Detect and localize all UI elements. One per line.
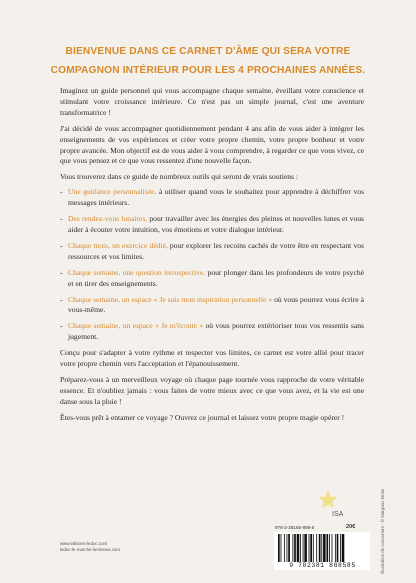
list-item: [60, 241, 364, 263]
barcode-bar: [300, 534, 301, 562]
tool-highlight: Chaque semaine, un espace « Je m'écoute »: [68, 321, 204, 331]
tool-highlight: Chaque semaine, une question introspective,: [68, 267, 206, 277]
barcode-bar: [326, 534, 328, 562]
list-item: [60, 268, 364, 290]
bullet: -: [60, 267, 63, 277]
barcode-bar: [329, 534, 330, 562]
barcode-bar: [309, 534, 310, 562]
intro-paragraph: Imaginez un guide personnel qui vous accompagne chaque semaine, éveillant votre conscience et stimulant votre croissance intérieure. Ce n'est pas un simple journal, c'est une aventure transformatrice !: [60, 86, 364, 117]
barcode-bar: [294, 534, 296, 562]
tool-highlight: Chaque mois, un exercice dédié,: [68, 240, 168, 250]
barcode-bar: [337, 534, 339, 562]
headline: BIENVENUE DANS CE CARNET D'ÂME QUI SERA VOTRE COMPAGNON INTÉRIEUR POUR LES 4 PROCHAINES ANNÉES.: [50, 46, 366, 76]
barcode-bar: [288, 534, 290, 562]
bullet: -: [60, 240, 63, 250]
adapt-paragraph: Conçu pour s'adapter à votre rythme et respecter vos limites, ce carnet est votre allié pour tracer votre propre chemin vers l'acceptation et l'épanouissement.: [60, 348, 364, 369]
tools-intro: Vous trouverez dans ce guide de nombreux outils qui seront de vrais soutiens :: [60, 172, 298, 182]
body-text: [60, 86, 364, 429]
price: 20€: [346, 524, 356, 530]
decision-paragraph: J'ai décidé de vous accompagner quotidiennement pendant 4 ans afin de vous aider à intégrer les enseignements de vos expériences et créer votre propre chemin, votre propre bonheur et votre propre avancée. Mon objectif est de vous aider à vous comprendre, à regarder ce que vous vivez, ce que vous pensez et ce que vous ressentez d'une nouvelle façon.: [60, 123, 364, 166]
list-item: [60, 321, 364, 343]
barcode-bar: [281, 534, 282, 562]
publisher-url: leduc-le-marche-lumineux.com: [60, 547, 121, 552]
barcode-bar: [313, 534, 314, 562]
publisher-logo-text: ISA: [332, 511, 344, 518]
barcode-bar: [292, 534, 293, 562]
bullet: -: [60, 294, 63, 304]
barcode-bar: [304, 534, 307, 562]
bullet: -: [60, 187, 63, 197]
barcode-icon: [274, 532, 370, 562]
barcode-bar: [332, 534, 333, 562]
isbn: 978-2-38165-898-5: [275, 525, 315, 530]
publisher-urls: [60, 541, 120, 553]
barcode-bar: [287, 534, 288, 562]
barcode-bar: [319, 534, 321, 562]
barcode-bar: [335, 534, 336, 562]
tool-highlight: Chaque semaine, un espace « Je suis mon inspiration personnelle »: [68, 294, 273, 304]
barcode-bar: [303, 534, 304, 562]
barcode-bar: [310, 534, 312, 562]
tool-text: à utiliser quand vous le souhaitez pour apprendre à déchiffrer vos messages intérieurs.: [68, 187, 364, 208]
list-item: [60, 295, 364, 317]
tool-highlight: Des rendez-vous lunaires,: [68, 214, 148, 224]
tool-text: pour travailler avec les énergies des pleines et nouvelles lunes et vous aider à écouter votre intuition, vos émotions et votre dialogue intérieur.: [68, 214, 365, 234]
tool-text: pour explorer les recoins cachés de votre être en respectant vos ressources et vos limites.: [68, 240, 364, 261]
barcode-bar: [284, 534, 285, 562]
barcode-digits: 9 782381 888585: [289, 562, 356, 569]
tools-list: [60, 187, 364, 343]
barcode-bar: [321, 534, 322, 562]
barcode-bar: [323, 534, 326, 562]
barcode-bar: [297, 534, 300, 562]
publisher-url: www.editions-leduc.com: [60, 541, 108, 546]
barcode-bar: [340, 534, 341, 562]
voyage-paragraph: Préparez-vous à un merveilleux voyage où chaque page tournée vous rapproche de votre véritable essence. Et n'oubliez jamais : vous faites de votre mieux avec ce que vous avez, et la vie est une danse sous la pluie !: [60, 374, 364, 406]
list-item: [60, 214, 364, 236]
barcode-bar: [278, 534, 280, 562]
bullet: -: [60, 214, 63, 224]
list-item: [60, 187, 364, 209]
tool-text: pour plonger dans les profondeurs de votre psyché et en tirer des enseignements.: [68, 267, 364, 288]
tool-text: où vous pourrez vous écrire à vous-même.: [68, 294, 365, 315]
closing-paragraph: Êtes-vous prêt à entamer ce voyage ? Ouvrez ce journal et laissez votre propre magie opérer !: [60, 412, 345, 422]
barcode-bar: [342, 534, 345, 562]
illustration-credit: Illustration de couverture : © Margaux Motin: [380, 488, 385, 574]
tool-text: où vous pourrez extérioriser tous vos ressentis sans jugement.: [68, 321, 364, 342]
tool-highlight: Une guidance personnalisée,: [68, 187, 157, 197]
barcode-bar: [316, 534, 317, 562]
bullet: -: [60, 321, 63, 331]
